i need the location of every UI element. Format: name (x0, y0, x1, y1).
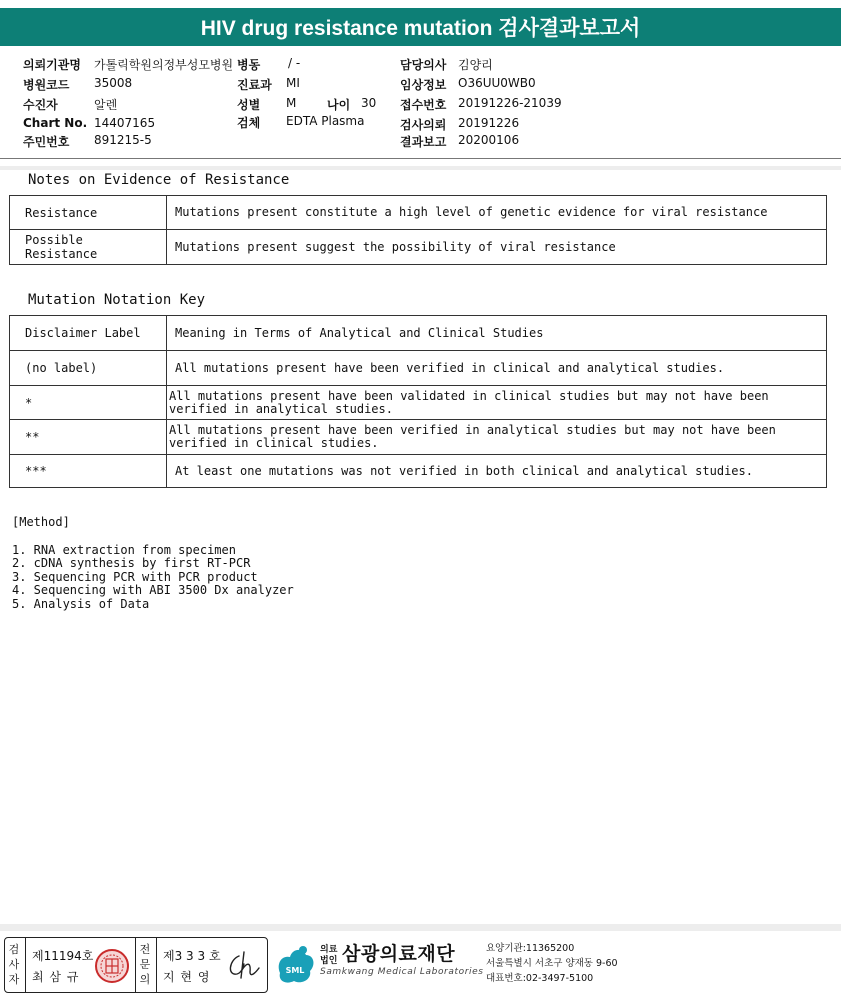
evidence-label-cell: Possible Resistance (10, 230, 167, 265)
request-value: 20191226 (458, 116, 520, 130)
examiner-seal-icon (94, 948, 130, 984)
evidence-text-cell: Mutations present constitute a high level of genetic evidence for viral resistance (167, 196, 827, 230)
table-row (10, 230, 827, 265)
table-row (10, 455, 827, 488)
clinical-value: O36UU0WB0 (458, 76, 536, 90)
org-name: 삼광의료재단 (342, 943, 456, 965)
notation-text-cell: All mutations present have been verified in clinical and analytical studies. (167, 351, 827, 386)
org-prefix: 의료 법인 (320, 945, 338, 966)
evidence-table (9, 195, 827, 265)
notation-header-label: Disclaimer Label (10, 316, 167, 351)
notation-table (9, 315, 827, 488)
chart-value: 14407165 (94, 116, 156, 130)
specialist-number: 제3 3 3 호 (163, 949, 221, 963)
notation-heading: Mutation Notation Key (28, 292, 206, 308)
divider-line (25, 938, 26, 992)
age-label: 나이 (327, 98, 351, 112)
examinee-label: 수진자 (23, 98, 58, 112)
table-row (10, 351, 827, 386)
age-value: 30 (361, 96, 377, 110)
dept-value: MI (286, 76, 300, 90)
specimen-value: EDTA Plasma (286, 114, 365, 128)
examiner-vertical-label: 검 사 자 (8, 943, 20, 986)
organization-logo (272, 937, 632, 993)
divider-line (156, 938, 157, 992)
notation-label-cell: *** (10, 455, 167, 488)
institution-value: 가톨릭학원의정부성모병원 (94, 58, 234, 72)
gray-band (0, 166, 841, 170)
table-row (10, 316, 827, 351)
notation-text-cell: All mutations present have been validated in clinical studies but may not have been verified in analytical studies. (167, 386, 827, 420)
examiner-number: 제11194호 (32, 949, 94, 963)
divider-line (0, 158, 841, 159)
method-step: 4. Sequencing with ABI 3500 Dx analyzer (12, 583, 294, 597)
specialist-vertical-label: 전 문 의 (139, 943, 151, 986)
method-step: 2. cDNA synthesis by first RT-PCR (12, 556, 251, 570)
receipt-label: 접수번호 (400, 98, 447, 112)
org-phone: 대표번호:02-3497-5100 (486, 973, 594, 984)
sex-label: 성별 (237, 98, 261, 112)
ward-value: / - (288, 56, 301, 70)
org-address: 서울특별시 서초구 양재동 9-60 (486, 958, 618, 969)
ward-label: 병동 (237, 58, 261, 72)
footer (4, 937, 837, 995)
request-label: 검사의뢰 (400, 118, 447, 132)
evidence-text-cell: Mutations present suggest the possibility of viral resistance (167, 230, 827, 265)
report-date-label: 결과보고 (400, 135, 447, 149)
method-section (12, 516, 294, 611)
notation-label-cell: ** (10, 420, 167, 455)
org-english-name: Samkwang Medical Laboratories (320, 967, 484, 977)
patient-info (0, 52, 841, 156)
examiner-name: 최 삼 규 (32, 970, 80, 984)
notation-label-cell: * (10, 386, 167, 420)
org-code: 요양기관:11365200 (486, 943, 575, 954)
sml-logo-icon (272, 941, 318, 987)
notation-text-cell: All mutations present have been verified in analytical studies but may not have been verified in clinical studies. (167, 420, 827, 455)
evidence-heading: Notes on Evidence of Resistance (28, 172, 290, 188)
doctor-value: 김양리 (458, 58, 493, 72)
specialist-name: 지 현 영 (163, 970, 211, 984)
table-row (10, 420, 827, 455)
notation-header-text: Meaning in Terms of Analytical and Clinical Studies (167, 316, 827, 351)
divider-line (135, 938, 136, 992)
institution-label: 의뢰기관명 (23, 58, 81, 72)
doctor-label: 담당의사 (400, 58, 447, 72)
chart-label: Chart No. (23, 116, 88, 130)
svg-text:SML: SML (285, 966, 305, 975)
receipt-value: 20191226-21039 (458, 96, 562, 110)
method-step: 3. Sequencing PCR with PCR product (12, 569, 258, 584)
signature-icon (223, 948, 263, 984)
hospital-code-value: 35008 (94, 76, 133, 90)
table-row (10, 386, 827, 420)
notation-label-cell: (no label) (10, 351, 167, 386)
dept-label: 진료과 (237, 78, 272, 92)
method-step: 5. Analysis of Data (12, 596, 150, 611)
method-title: [Method] (12, 515, 70, 529)
method-step: 1. RNA extraction from specimen (12, 542, 236, 557)
org-contact-info (486, 941, 618, 986)
examinee-value: 알렌 (94, 98, 118, 112)
id-value: 891215-5 (94, 133, 152, 147)
clinical-label: 임상정보 (400, 78, 447, 92)
signature-box (4, 937, 268, 993)
footer-band (0, 924, 841, 931)
report-title: HIV drug resistance mutation 검사결과보고서 (0, 8, 841, 46)
report-date-value: 20200106 (458, 133, 520, 147)
specimen-label: 검체 (237, 116, 261, 130)
notation-text-cell: At least one mutations was not verified in both clinical and analytical studies. (167, 455, 827, 488)
hospital-code-label: 병원코드 (23, 78, 70, 92)
evidence-label-cell: Resistance (10, 196, 167, 230)
id-label: 주민번호 (23, 135, 70, 149)
sex-value: M (286, 96, 297, 110)
table-row (10, 196, 827, 230)
